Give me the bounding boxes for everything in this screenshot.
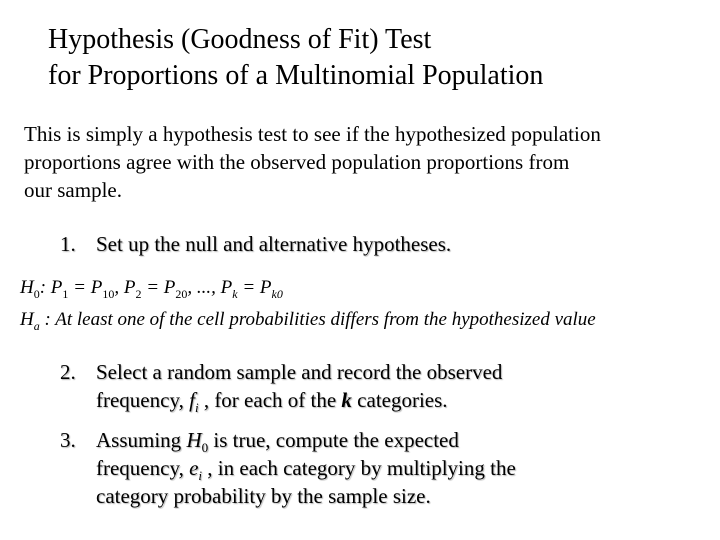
h-symbol: H (186, 428, 202, 452)
title-line-1: Hypothesis (Goodness of Fit) Test (48, 24, 432, 55)
step-1-text: Set up the null and alternative hypotheses. (96, 232, 452, 256)
h0-part-6: = P (237, 277, 272, 298)
step-2-line-2 (96, 386, 700, 414)
h0-symbol: H (20, 277, 34, 298)
step-1 (60, 230, 700, 258)
slide-title (48, 22, 708, 94)
step-1-number: 1. (60, 232, 76, 256)
step-2-text-3: , for each of the (198, 388, 342, 412)
f-subscript: i (194, 400, 199, 416)
h0-part-5: , ..., P (187, 277, 233, 298)
step-2-text-4: categories. (351, 388, 448, 412)
ha-subscript: a (33, 318, 40, 333)
intro-line-1: This is simply a hypothesis test to see if the hypothesized population (24, 122, 601, 146)
step-2-number: 2. (60, 360, 76, 384)
ha-text: : At least one of the cell probabilities differs from the hypothesized value (39, 309, 596, 330)
step-2-text-2: frequency, (96, 388, 190, 412)
step-3-text-1: Assuming (96, 428, 187, 452)
h0-sub-2: 10 (102, 286, 115, 301)
step-3-text-2: is true, compute the expected (208, 428, 459, 452)
intro-line-2: proportions agree with the observed population proportions from (24, 150, 570, 174)
k-symbol: k (341, 388, 352, 412)
step-3-line-1 (96, 426, 700, 454)
h0-sub-3: 2 (135, 286, 142, 301)
ha-symbol: H (20, 309, 34, 330)
e-subscript: i (198, 468, 203, 484)
step-3-line-2 (96, 454, 700, 482)
h0-part-3: , P (114, 277, 136, 298)
h-subscript: 0 (201, 440, 209, 456)
null-hypothesis-formula (20, 276, 710, 300)
alternative-hypothesis-formula (20, 308, 710, 332)
step-3-line-3: category probability by the sample size. (96, 484, 431, 508)
h0-sub-6: k0 (271, 286, 283, 301)
intro-line-3: our sample. (24, 178, 122, 202)
h0-sub-5: k (232, 286, 238, 301)
f-symbol: f (189, 388, 195, 412)
h0-part-4: = P (141, 277, 176, 298)
step-2 (60, 358, 700, 414)
intro-paragraph (24, 120, 704, 204)
step-3-number: 3. (60, 428, 76, 452)
step-2-line-1: Select a random sample and record the observed (96, 360, 503, 384)
e-symbol: e (189, 456, 199, 480)
title-line-2: for Proportions of a Multinomial Population (48, 60, 544, 91)
h0-sub-4: 20 (175, 286, 188, 301)
h0-sub-1: 1 (62, 286, 69, 301)
h0-subscript: 0 (33, 286, 40, 301)
h0-part-1: : P (39, 277, 63, 298)
h0-part-2: = P (68, 277, 103, 298)
step-3 (60, 426, 700, 510)
step-3-text-4: , in each category by multiplying the (202, 456, 516, 480)
step-3-text-3: frequency, (96, 456, 190, 480)
